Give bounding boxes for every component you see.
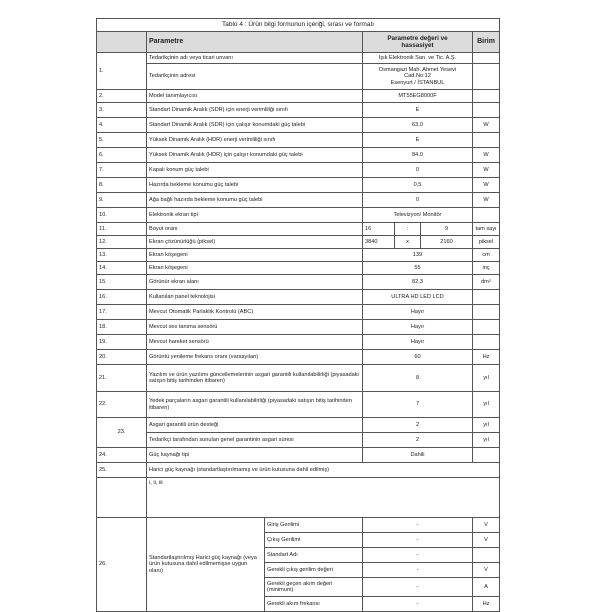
row-value: Televizyon/ Monitör bbox=[363, 208, 473, 223]
row-number: 1. bbox=[97, 53, 147, 90]
row-value: E bbox=[363, 133, 473, 148]
row-number: 12. bbox=[97, 236, 147, 249]
header-birim: Birim bbox=[473, 32, 500, 53]
table-row bbox=[97, 418, 500, 433]
aspect-ratio-second: 9 bbox=[421, 223, 473, 236]
row-value: 0 bbox=[363, 163, 473, 178]
row-value: 8 bbox=[363, 365, 473, 392]
row-label: Ekran köşegeni bbox=[147, 249, 363, 262]
row-label: Elektronik ekran tipi bbox=[147, 208, 363, 223]
row-number: 4. bbox=[97, 118, 147, 133]
sub-unit: A bbox=[473, 578, 500, 597]
header-parametre: Parametre bbox=[147, 32, 363, 53]
sub-unit: V bbox=[473, 533, 500, 548]
table-row bbox=[97, 335, 500, 350]
row-number: 3. bbox=[97, 103, 147, 118]
row-value: 2 bbox=[363, 433, 473, 448]
row-unit bbox=[473, 335, 500, 350]
row-unit bbox=[473, 290, 500, 305]
row-value: 2 bbox=[363, 418, 473, 433]
table-row bbox=[97, 223, 500, 236]
sub-value: - bbox=[363, 518, 473, 533]
row-label: Mevcut ses tanıma sensörü bbox=[147, 320, 363, 335]
row-unit: yıl bbox=[473, 365, 500, 392]
row-label: Standartlaştırılmış Harici güç kaynağı (veya ürün kutusuna dahil edilmemişse uygun olanı) bbox=[147, 518, 265, 612]
row-label: Standart Dinamik Aralık (SDR) için enerji verimliliği sınıfı bbox=[147, 103, 363, 118]
row-unit: yıl bbox=[473, 418, 500, 433]
table-row bbox=[97, 208, 500, 223]
header-row bbox=[97, 32, 500, 53]
row-value: Hayır bbox=[363, 320, 473, 335]
sub-label: Giriş Gerilimi bbox=[265, 518, 363, 533]
row-value: Hayır bbox=[363, 335, 473, 350]
row-label: Yüksek Dinamik Aralık (HDR) için çalışır konumdaki güç talebi bbox=[147, 148, 363, 163]
row-label: Mevcut Otomatik Parlaklık Kontrolü (ABC) bbox=[147, 305, 363, 320]
row-label: Ekran köşegeni bbox=[147, 262, 363, 275]
row-label: Görüntü yenileme frekans oranı (varsayılan) bbox=[147, 350, 363, 365]
row-unit bbox=[473, 103, 500, 118]
row-label: Harici güç kaynağı (standartlaştırılmamış ve ürün kutusuna dahil edilmiş) bbox=[147, 463, 500, 478]
row-value: 0,5 bbox=[363, 178, 473, 193]
table-row bbox=[97, 518, 500, 533]
row-unit: W bbox=[473, 118, 500, 133]
row-number: 19. bbox=[97, 335, 147, 350]
table-row bbox=[97, 118, 500, 133]
row-unit bbox=[473, 320, 500, 335]
row-value: 60 bbox=[363, 350, 473, 365]
resolution-width: 3840 bbox=[363, 236, 395, 249]
table-row bbox=[97, 275, 500, 290]
row-label: Mevcut hareket sensörü bbox=[147, 335, 363, 350]
table-row bbox=[97, 178, 500, 193]
row-label: Kullanılan panel teknolojisi bbox=[147, 290, 363, 305]
address-line-2: Cad.No:12 bbox=[404, 73, 431, 80]
row-unit: W bbox=[473, 148, 500, 163]
row-number: 25. bbox=[97, 463, 147, 478]
row-unit: W bbox=[473, 193, 500, 208]
sub-label: Gerekli akım frekansı bbox=[265, 597, 363, 612]
row-number: 6. bbox=[97, 148, 147, 163]
spec-document bbox=[96, 18, 499, 612]
row-value: 139 bbox=[363, 249, 473, 262]
row-unit bbox=[473, 133, 500, 148]
row-number: 21. bbox=[97, 365, 147, 392]
row-label: Yazılım ve ürün yazılımı güncellemelerinin asgari garantili kullanılabilirliği (piyasadaki satışın bitiş tarihinden itibaren) bbox=[147, 365, 363, 392]
row-label: Asgari garantili ürün desteği bbox=[147, 418, 363, 433]
sub-unit: Hz bbox=[473, 597, 500, 612]
table-row bbox=[97, 249, 500, 262]
row-unit: tam sayı bbox=[473, 223, 500, 236]
sub-unit bbox=[473, 548, 500, 563]
sub-value: - bbox=[363, 578, 473, 597]
row-unit bbox=[473, 90, 500, 103]
unit-text: dm bbox=[481, 278, 489, 285]
sub-label: Gerekli geçen akım değeri (minimum) bbox=[265, 578, 363, 597]
table-row bbox=[97, 148, 500, 163]
row-label: Tedarikçinin adı veya ticari unvanı bbox=[147, 53, 363, 64]
row-unit: W bbox=[473, 178, 500, 193]
aspect-ratio-separator: : bbox=[395, 223, 421, 236]
resolution-height: 2160 bbox=[421, 236, 473, 249]
table-row bbox=[97, 163, 500, 178]
row-number bbox=[97, 478, 147, 518]
table-row bbox=[97, 64, 500, 90]
sub-value: - bbox=[363, 597, 473, 612]
row-unit bbox=[473, 275, 500, 290]
row-unit: inç bbox=[473, 262, 500, 275]
table-row bbox=[97, 305, 500, 320]
sub-value: - bbox=[363, 533, 473, 548]
table-row bbox=[97, 392, 500, 418]
row-unit: cm bbox=[473, 249, 500, 262]
row-label: Ağa bağlı hazırda bekleme konumu güç talebi bbox=[147, 193, 363, 208]
row-number: 2. bbox=[97, 90, 147, 103]
row-unit bbox=[473, 208, 500, 223]
table-row bbox=[97, 193, 500, 208]
row-value: 82,3 bbox=[363, 275, 473, 290]
row-value: Dahili bbox=[363, 448, 473, 463]
table-row bbox=[97, 350, 500, 365]
row-number: 23. bbox=[97, 418, 147, 448]
row-number: 24. bbox=[97, 448, 147, 463]
sub-unit: V bbox=[473, 563, 500, 578]
row-unit: W bbox=[473, 163, 500, 178]
row-number: 10. bbox=[97, 208, 147, 223]
row-value: 84,0 bbox=[363, 148, 473, 163]
row-label: i, ii, iii bbox=[147, 478, 500, 518]
row-unit: yıl bbox=[473, 433, 500, 448]
row-value: 7 bbox=[363, 392, 473, 418]
header-value bbox=[363, 32, 473, 53]
address-line-1: Osmangazi Mah. Ahmet Yesevi bbox=[378, 66, 457, 73]
header-value-line2: hassasiyet bbox=[401, 42, 434, 49]
table-row bbox=[97, 448, 500, 463]
row-number: 18. bbox=[97, 320, 147, 335]
row-value: ULTRA HD LED LCD bbox=[363, 290, 473, 305]
row-number: 11. bbox=[97, 223, 147, 236]
row-value: 63,0 bbox=[363, 118, 473, 133]
row-number: 13. bbox=[97, 249, 147, 262]
sub-label: Gerekli çıkış gerilim değeri bbox=[265, 563, 363, 578]
row-value bbox=[363, 64, 473, 90]
table-caption: Tablo 4 : Ürün bilgi formunun içeriği, sırası ve formatı bbox=[97, 19, 500, 32]
row-unit bbox=[473, 305, 500, 320]
table-row bbox=[97, 365, 500, 392]
table-row bbox=[97, 433, 500, 448]
table-row bbox=[97, 478, 500, 518]
row-unit: Hz bbox=[473, 350, 500, 365]
row-value: Işık Elektronik San. ve Tic. A.Ş. bbox=[363, 53, 473, 64]
sub-value: - bbox=[363, 548, 473, 563]
row-number: 14. bbox=[97, 262, 147, 275]
table-row bbox=[97, 262, 500, 275]
row-unit bbox=[473, 64, 500, 90]
row-value: MT55EG8000F bbox=[363, 90, 473, 103]
row-number: 8. bbox=[97, 178, 147, 193]
row-label: Kapalı konum güç talebi bbox=[147, 163, 363, 178]
row-unit bbox=[473, 448, 500, 463]
row-label: Tedarikçi tarafından sunulan genel garantinin asgari süresi bbox=[147, 433, 363, 448]
row-value: 55 bbox=[363, 262, 473, 275]
table-row bbox=[97, 236, 500, 249]
row-value: 0 bbox=[363, 193, 473, 208]
product-info-table bbox=[96, 18, 500, 612]
row-unit: yıl bbox=[473, 392, 500, 418]
sub-label: Çıkış Gerilimi bbox=[265, 533, 363, 548]
header-value-line1: Parametre değeri ve bbox=[387, 34, 448, 42]
resolution-separator: x bbox=[395, 236, 421, 249]
row-number: 26. bbox=[97, 518, 147, 612]
row-label: Güç kaynağı tipi bbox=[147, 448, 363, 463]
row-unit: piksel bbox=[473, 236, 500, 249]
row-number: 16. bbox=[97, 290, 147, 305]
table-row bbox=[97, 290, 500, 305]
address-line-3: Esenyurt / İSTANBUL bbox=[390, 79, 445, 86]
row-label: Standart Dinamik Aralık (SDR) için çalışır konumdaki güç talebi bbox=[147, 118, 363, 133]
row-number: 22. bbox=[97, 392, 147, 418]
row-label: Tedarikçinin adresi bbox=[147, 64, 363, 90]
row-label: Model tanımlayıcısı bbox=[147, 90, 363, 103]
table-row bbox=[97, 463, 500, 478]
aspect-ratio-first: 16 bbox=[363, 223, 395, 236]
row-label: Yedek parçaların asgari garantili kullanılabilirliği (piyasadaki satışın bitiş tarihinden itibaren) bbox=[147, 392, 363, 418]
row-number: 9. bbox=[97, 193, 147, 208]
header-number-cell bbox=[97, 32, 147, 53]
table-caption-row bbox=[97, 19, 500, 32]
row-number: 17. bbox=[97, 305, 147, 320]
row-label: Boyut oranı bbox=[147, 223, 363, 236]
sub-unit: V bbox=[473, 518, 500, 533]
row-number: 15. bbox=[97, 275, 147, 290]
row-label: Görünür ekran alanı bbox=[147, 275, 363, 290]
row-unit bbox=[473, 53, 500, 64]
row-label: Ekran çözünürlüğü (piksel) bbox=[147, 236, 363, 249]
unit-superscript: 2 bbox=[488, 277, 492, 283]
row-number: 20. bbox=[97, 350, 147, 365]
sub-value: - bbox=[363, 563, 473, 578]
row-number: 7. bbox=[97, 163, 147, 178]
row-number: 5. bbox=[97, 133, 147, 148]
row-value: Hayır bbox=[363, 305, 473, 320]
row-label: Yüksek Dinamik Aralık (HDR) enerji verimliliği sınıfı bbox=[147, 133, 363, 148]
table-row bbox=[97, 90, 500, 103]
table-row bbox=[97, 133, 500, 148]
row-value: E bbox=[363, 103, 473, 118]
table-row bbox=[97, 53, 500, 64]
table-row bbox=[97, 103, 500, 118]
sub-label: Standart Adı bbox=[265, 548, 363, 563]
table-row bbox=[97, 320, 500, 335]
row-label: Hazırda bekleme konumu güç talebi bbox=[147, 178, 363, 193]
